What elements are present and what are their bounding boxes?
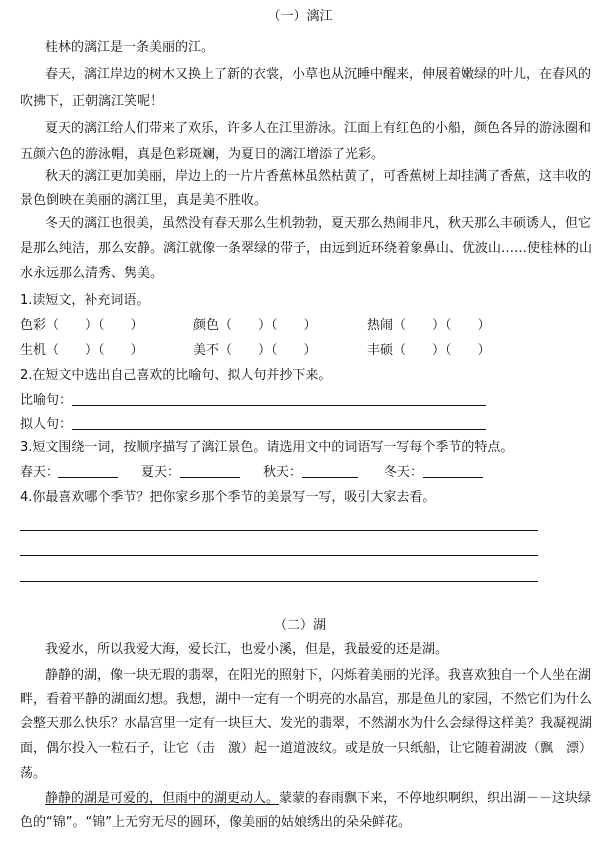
simile-label: 比喻句： bbox=[20, 393, 73, 408]
personification-answer-line[interactable] bbox=[72, 429, 486, 430]
paragraph-winter-end: 水永远那么清秀、隽美。 bbox=[20, 266, 164, 281]
lake-paragraph-2-line4: 面，偶尔投入一粒石子，让它（击 激）起一道道波纹。或是放一只纸船，让它随着湖波（飘 漂） bbox=[20, 741, 593, 756]
paragraph-summer-cont: 五颜六色的游泳帽，真是色彩斑斓，为夏日的漓江增添了光彩。 bbox=[20, 147, 385, 162]
essay-answer-line-2[interactable] bbox=[20, 555, 538, 556]
lake-paragraph-3 bbox=[45, 791, 591, 807]
lake-paragraph-2: 静静的湖，像一块无瑕的翡翠，在阳光的照射下，闪烁着美丽的光泽。我喜欢独自一个人坐在湖 bbox=[45, 668, 592, 683]
word-fill-color[interactable]: 颜色（ ）（ ） bbox=[193, 318, 317, 333]
essay-answer-line-1[interactable] bbox=[20, 530, 538, 531]
lake-paragraph-3-line2: 色的“锦”。“锦”上无穷无尽的圆环，像美丽的姑娘绣出的朵朵鲜花。 bbox=[20, 815, 411, 830]
paragraph-intro: 桂林的漓江是一条美丽的江。 bbox=[45, 40, 215, 55]
word-fill-vitality[interactable]: 生机（ ）（ ） bbox=[20, 343, 144, 358]
season-answer-spring[interactable] bbox=[58, 477, 118, 478]
paragraph-spring-cont: 吹拂下，正朝漓江笑呢！ bbox=[20, 94, 164, 109]
lake-paragraph-3-rest: 蒙蒙的春雨飘下来，不停地织啊织，织出湖－－这块绿 bbox=[279, 791, 592, 806]
season-label-winter: 冬天： bbox=[384, 465, 424, 480]
season-label-summer: 夏天： bbox=[141, 465, 181, 480]
question-4: 4.你最喜欢哪个季节？把你家乡那个季节的美景写一写，吸引大家去看。 bbox=[20, 490, 436, 505]
simile-answer-line[interactable] bbox=[72, 405, 486, 406]
paragraph-autumn: 秋天的漓江更加美丽，岸边上的一片片香蕉林虽然枯黄了，可香蕉树上却挂满了香蕉，这丰收的 bbox=[45, 169, 592, 184]
underlined-sentence: 静静的湖是可爱的，但雨中的湖更动人。 bbox=[45, 791, 280, 806]
lake-paragraph-2-line3: 会整天那么快乐？水晶宫里一定有一块巨大、发光的翡翠，不然湖水为什么会绿得这样美？我凝视湖 bbox=[20, 716, 593, 731]
essay-answer-line-3[interactable] bbox=[20, 581, 538, 582]
season-label-spring: 春天： bbox=[20, 465, 60, 480]
word-fill-abundant[interactable]: 丰硕（ ）（ ） bbox=[367, 343, 491, 358]
personification-label: 拟人句： bbox=[20, 417, 73, 432]
paragraph-winter-cont: 是那么纯洁，那么安静。漓江就像一条翠绿的带子，由远到近环绕着象鼻山、优波山……使桂林的山 bbox=[20, 241, 593, 256]
lake-paragraph-2-line2: 畔，看着平静的湖面幻想。我想，湖中一定有一个明亮的水晶宫，那是鱼儿的家园，不然它们为什么 bbox=[20, 692, 593, 707]
paragraph-winter: 冬天的漓江也很美，虽然没有春天那么生机勃勃，夏天那么热闹非凡，秋天那么丰硕诱人，但它 bbox=[45, 216, 592, 231]
section-title-lijiang: （一）漓江 bbox=[267, 9, 333, 24]
paragraph-spring: 春天，漓江岸边的树木又换上了新的衣裳，小草也从沉睡中醒来，伸展着嫩绿的叶儿，在春风的 bbox=[45, 67, 592, 82]
season-answer-autumn[interactable] bbox=[302, 477, 358, 478]
word-fill-colorful[interactable]: 色彩（ ）（ ） bbox=[20, 318, 144, 333]
season-answer-summer[interactable] bbox=[180, 477, 240, 478]
question-1: 1.读短文，补充词语。 bbox=[20, 293, 150, 308]
lake-paragraph-2-line5: 荡。 bbox=[20, 766, 47, 781]
question-2: 2.在短文中选出自己喜欢的比喻句、拟人句并抄下来。 bbox=[20, 368, 332, 383]
word-fill-lively[interactable]: 热闹（ ）（ ） bbox=[367, 318, 491, 333]
lake-paragraph-intro: 我爱水，所以我爱大海，爱长江，也爱小溪，但是，我最爱的还是湖。 bbox=[45, 642, 449, 657]
paragraph-autumn-cont: 景色倒映在美丽的漓江里，真是美不胜收。 bbox=[20, 193, 268, 208]
paragraph-summer: 夏天的漓江给人们带来了欢乐，许多人在江里游泳。江面上有红色的小船，颜色各异的游泳圈和 bbox=[45, 121, 592, 136]
section-title-lake: （二）湖 bbox=[273, 618, 326, 633]
season-label-autumn: 秋天： bbox=[263, 465, 303, 480]
word-fill-beauty[interactable]: 美不（ ）（ ） bbox=[193, 343, 317, 358]
question-3: 3.短文围绕一词，按顺序描写了漓江景色。请选用文中的词语写一写每个季节的特点。 bbox=[20, 440, 514, 455]
season-answer-winter[interactable] bbox=[423, 477, 483, 478]
